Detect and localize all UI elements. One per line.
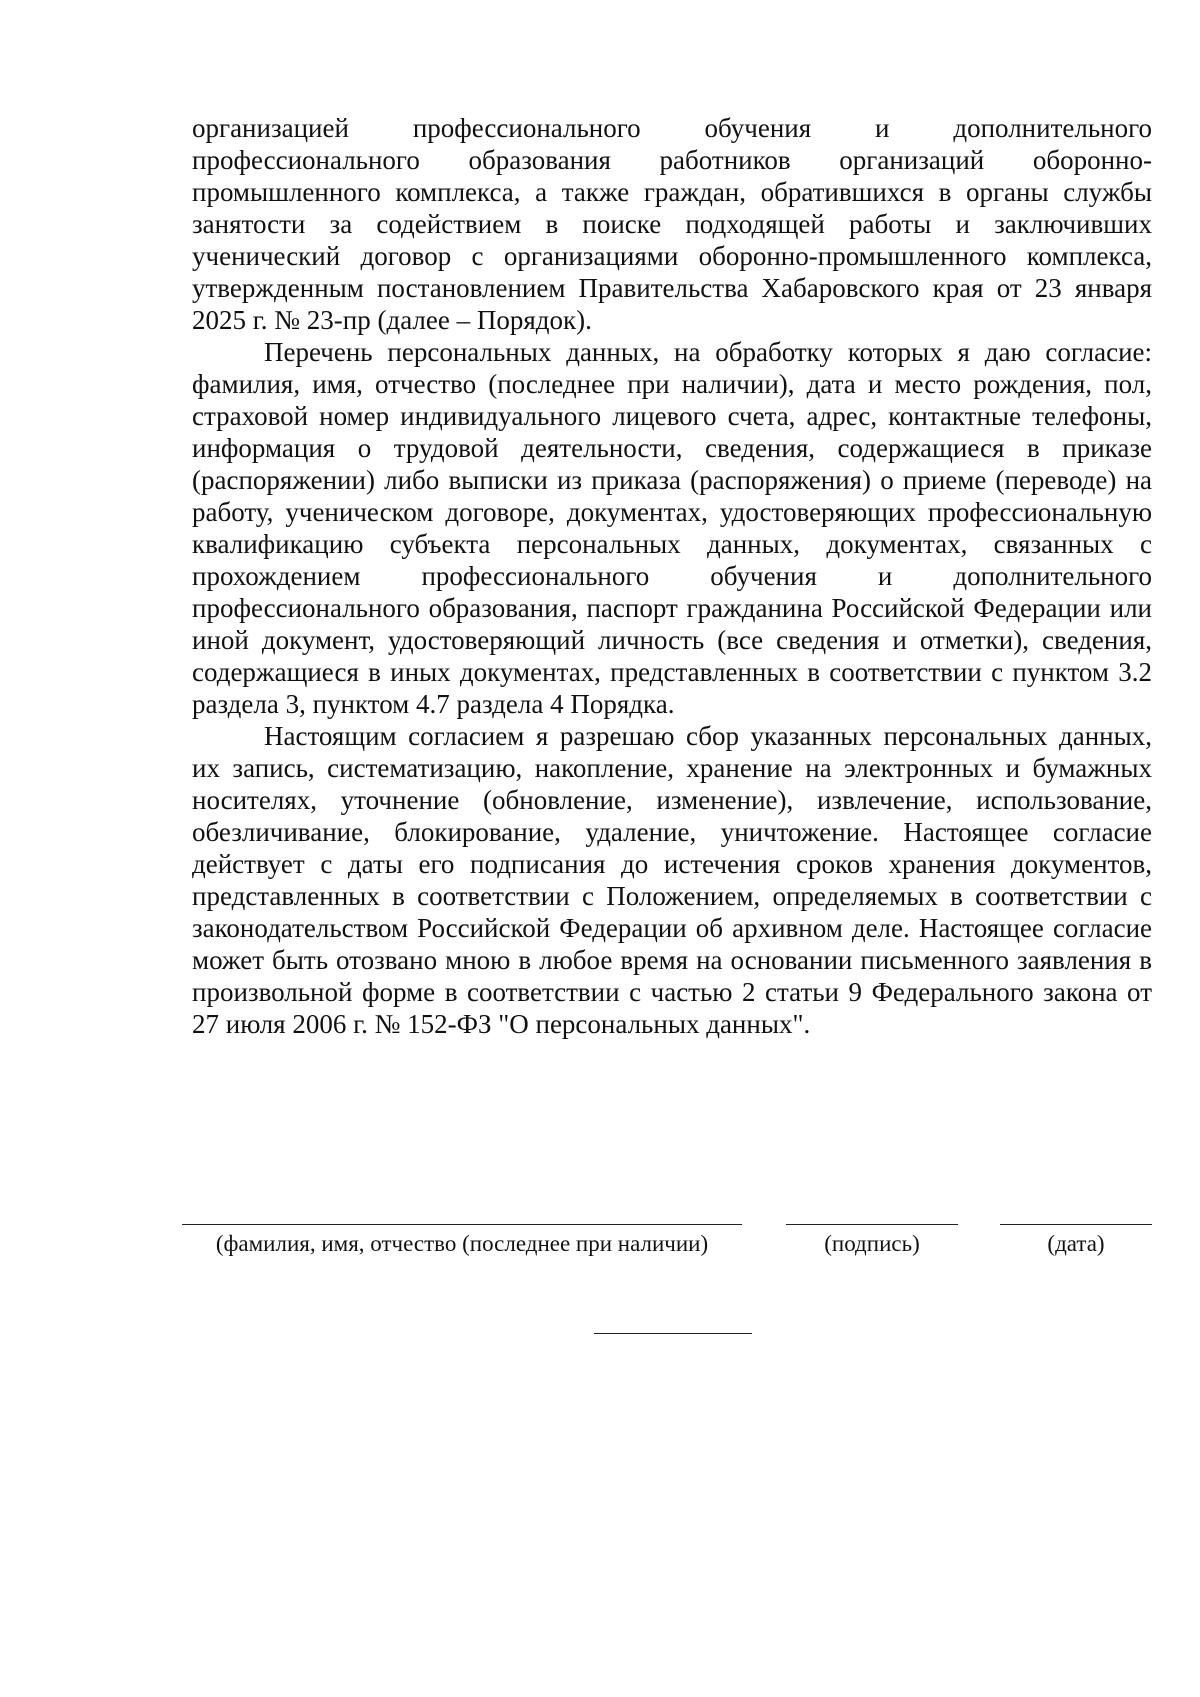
date-line: [1000, 1224, 1152, 1225]
signature-caption: (подпись): [824, 1231, 920, 1256]
paragraph-continuation: организацией профессионального обучения и дополнительного профессионального образования работников организаций оборонно-промышленного комплекса, а также граждан, обратившихся в органы службы занятости за содействием в поиске подходящей работы и заключивших ученический договор с организациями оборонно-промышленного комплекса, утвержденным постановлением Правительства Хабаровского края от 23 января 2025 г. № 23-пр (далее – Порядок).: [192, 113, 1152, 335]
paragraph-personal-data-list: Перечень персональных данных, на обработку которых я даю согласие: фамилия, имя, отчество (последнее при наличии), дата и место рождения, пол, страховой номер индивидуального лицевого счета, адрес, контактные телефоны, информация о трудовой деятельности, сведения, содержащиеся в приказе (распоряжении) либо выписки из приказа (распоряжения) о приеме (переводе) на работу, ученическом договоре, документах, удостоверяющих профессиональную квалификацию субъекта персональных данных, документах, связанных с прохождением профессионального обучения и дополнительного профессионального образования, паспорт гражданина Российской Федерации или иной документ, удостоверяющий личность (все сведения и отметки), сведения, содержащиеся в иных документах, представленных в соответствии с пунктом 3.2 раздела 3, пунктом 4.7 раздела 4 Порядка.: [192, 337, 1152, 719]
end-of-document-rule: [594, 1333, 752, 1334]
document-body: [192, 112, 1152, 1040]
name-signature-line: [182, 1224, 742, 1225]
signature-line: [786, 1224, 958, 1225]
date-caption: (дата): [1047, 1231, 1105, 1256]
name-caption: (фамилия, имя, отчество (последнее при наличии): [215, 1231, 709, 1256]
paragraph-consent-terms: Настоящим согласием я разрешаю сбор указанных персональных данных, их запись, систематизацию, накопление, хранение на электронных и бумажных носителях, уточнение (обновление, изменение), извлечение, использование, обезличивание, блокирование, удаление, уничтожение. Настоящее согласие действует с даты его подписания до истечения сроков хранения документов, представленных в соответствии с Положением, определяемых в соответствии с законодательством Российской Федерации об архивном деле. Настоящее согласие может быть отозвано мною в любое время на основании письменного заявления в произвольной форме в соответствии с частью 2 статьи 9 Федерального закона от 27 июля 2006 г. № 152-ФЗ "О персональных данных".: [192, 721, 1152, 1039]
